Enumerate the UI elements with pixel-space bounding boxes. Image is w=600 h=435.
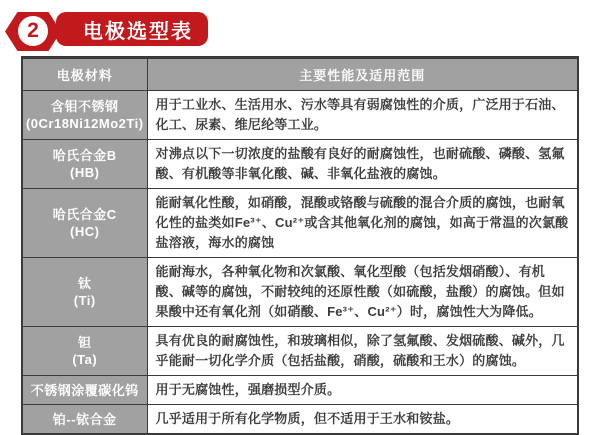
table-row — [22, 405, 578, 435]
table-row — [22, 258, 578, 327]
description-cell: 对沸点以下一切浓度的盐酸有良好的耐腐蚀性，也耐硫酸、磷酸、氢氟酸、有机酸等非氧化酸、碱、非氧化盐液的腐蚀。 — [147, 140, 578, 189]
material-name: 哈氏合金C — [52, 207, 117, 222]
material-cell — [22, 405, 147, 435]
material-name: 含钼不锈钢 — [50, 99, 119, 114]
material-code: (Ti) — [73, 293, 96, 308]
material-name: 不锈钢涂覆碳化钨 — [30, 382, 139, 398]
table-row — [22, 91, 578, 140]
description-cell: 几乎适用于所有化学物质，但不适用于王水和铵盐。 — [147, 405, 578, 435]
badge-number: 2 — [27, 19, 39, 42]
material-name: 哈氏合金B — [52, 148, 117, 163]
material-cell — [22, 189, 147, 258]
table-row — [22, 376, 578, 405]
description-cell: 能耐氧化性酸，如硝酸，混酸或铬酸与硫酸的混合介质的腐蚀，也耐氧化性的盐类如Fe³⁺、Cu²⁺或含其他氧化剂的腐蚀，如高于常温的次氯酸盐溶液，海水的腐蚀 — [147, 189, 578, 258]
material-name: 钽 — [77, 335, 92, 350]
description-cell: 能耐海水，各种氧化物和次氯酸、氧化型酸（包括发烟硝酸）、有机酸、碱等的腐蚀，不耐较纯的还原性酸（如硫酸，盐酸）的腐蚀。但如果酸中还有氧化剂（如硝酸、Fe³⁺、Cu²⁺）时，腐蚀性大为降低。 — [147, 258, 578, 327]
table-row — [22, 189, 578, 258]
material-code: (HC) — [70, 224, 100, 239]
material-cell — [22, 327, 147, 376]
table-row — [22, 140, 578, 189]
description-cell: 用于工业水、生活用水、污水等具有弱腐蚀性的介质，广泛用于石油、化工、尿素、维尼纶等工业。 — [147, 91, 578, 140]
section-number-badge — [4, 9, 62, 54]
electrode-selection-table — [21, 56, 579, 435]
material-cell — [22, 140, 147, 189]
material-code: (Ta) — [72, 352, 98, 367]
material-code: (HB) — [70, 165, 100, 180]
material-name: 钛 — [77, 276, 92, 291]
material-cell — [22, 376, 147, 405]
material-name: 铂--铱合金 — [52, 411, 117, 427]
column-header-material: 电极材料 — [22, 58, 147, 91]
table-row — [22, 327, 578, 376]
title-banner — [56, 12, 208, 46]
description-cell: 用于无腐蚀性，强磨损型介质。 — [147, 376, 578, 405]
page-title: 电极选型表 — [83, 20, 193, 43]
column-header-performance: 主要性能及适用范围 — [147, 58, 578, 91]
table-header-row — [22, 58, 578, 91]
material-cell — [22, 91, 147, 140]
description-cell: 具有优良的耐腐蚀性，和玻璃相似，除了氢氟酸、发烟硫酸、碱外，几乎能耐一切化学介质（包括盐酸，硝酸，硫酸和王水）的腐蚀。 — [147, 327, 578, 376]
material-cell — [22, 258, 147, 327]
material-code: (0Cr18Ni12Mo2Ti) — [25, 116, 144, 131]
